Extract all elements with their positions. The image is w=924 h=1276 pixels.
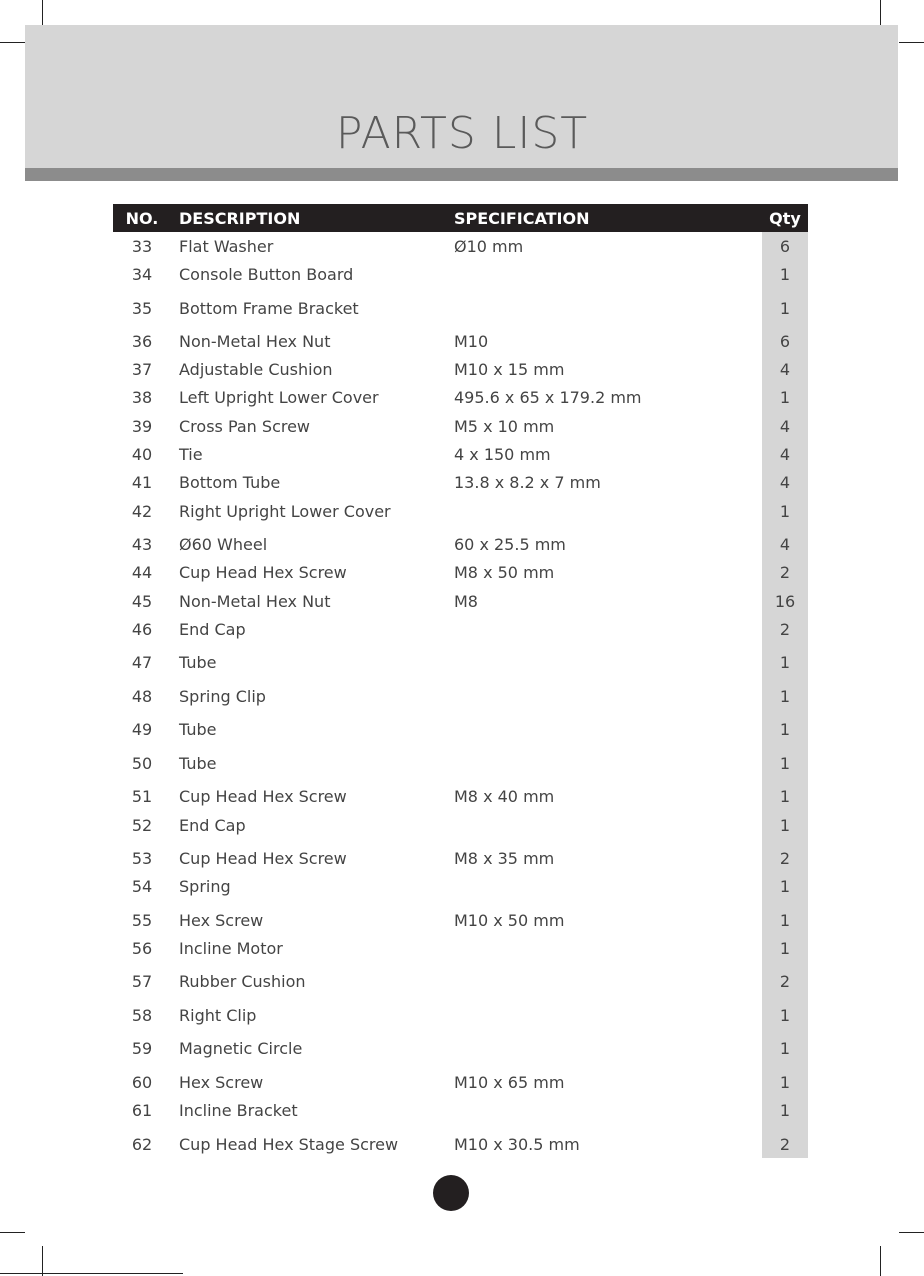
part-quantity: 1 xyxy=(779,265,791,284)
table-row xyxy=(113,1037,808,1061)
part-number: 36 xyxy=(131,332,153,351)
part-quantity: 6 xyxy=(779,332,791,351)
part-number: 59 xyxy=(131,1039,153,1058)
part-specification: M10 x 50 mm xyxy=(454,911,565,930)
part-description: Spring xyxy=(179,877,231,896)
part-description: Cross Pan Screw xyxy=(179,417,311,436)
part-quantity: 4 xyxy=(779,535,791,554)
part-number: 49 xyxy=(131,720,153,739)
table-row xyxy=(113,785,808,809)
part-number: 53 xyxy=(131,849,153,868)
table-row xyxy=(113,263,808,287)
part-specification: M10 x 65 mm xyxy=(454,1073,565,1092)
table-row xyxy=(113,875,808,899)
table-row xyxy=(113,235,808,259)
part-specification: M8 x 50 mm xyxy=(454,563,555,582)
crop-mark xyxy=(0,1232,25,1233)
column-header-no: NO. xyxy=(125,209,159,228)
part-quantity: 1 xyxy=(779,388,791,407)
part-number: 35 xyxy=(131,299,153,318)
part-description: Tube xyxy=(179,653,217,672)
part-quantity: 1 xyxy=(779,816,791,835)
part-quantity: 1 xyxy=(779,1039,791,1058)
part-description: Ø60 Wheel xyxy=(179,535,268,554)
part-number: 62 xyxy=(131,1135,153,1154)
part-description: Incline Bracket xyxy=(179,1101,298,1120)
part-quantity: 4 xyxy=(779,360,791,379)
part-quantity: 1 xyxy=(779,1073,791,1092)
part-specification: M8 x 40 mm xyxy=(454,787,555,806)
part-description: Adjustable Cushion xyxy=(179,360,333,379)
part-quantity: 1 xyxy=(779,720,791,739)
part-description: Cup Head Hex Stage Screw xyxy=(179,1135,399,1154)
part-specification: Ø10 mm xyxy=(454,237,524,256)
part-description: Cup Head Hex Screw xyxy=(179,787,347,806)
part-description: Bottom Tube xyxy=(179,473,281,492)
part-specification: 13.8 x 8.2 x 7 mm xyxy=(454,473,601,492)
table-row xyxy=(113,718,808,742)
part-quantity: 2 xyxy=(779,972,791,991)
part-quantity: 1 xyxy=(779,939,791,958)
part-description: Right Upright Lower Cover xyxy=(179,502,391,521)
table-row xyxy=(113,1133,808,1157)
part-number: 55 xyxy=(131,911,153,930)
table-row xyxy=(113,500,808,524)
part-specification: M8 xyxy=(454,592,478,611)
part-description: Hex Screw xyxy=(179,911,264,930)
part-number: 51 xyxy=(131,787,153,806)
table-row xyxy=(113,471,808,495)
part-description: Cup Head Hex Screw xyxy=(179,563,347,582)
part-number: 44 xyxy=(131,563,153,582)
part-number: 58 xyxy=(131,1006,153,1025)
part-description: Magnetic Circle xyxy=(179,1039,303,1058)
part-number: 52 xyxy=(131,816,153,835)
crop-mark xyxy=(880,0,881,25)
part-quantity: 4 xyxy=(779,445,791,464)
part-specification: M10 xyxy=(454,332,489,351)
part-specification: 495.6 x 65 x 179.2 mm xyxy=(454,388,642,407)
part-description: Non-Metal Hex Nut xyxy=(179,592,331,611)
part-number: 42 xyxy=(131,502,153,521)
crop-mark xyxy=(880,1246,881,1276)
part-quantity: 1 xyxy=(779,911,791,930)
table-row xyxy=(113,533,808,557)
part-specification: 60 x 25.5 mm xyxy=(454,535,566,554)
part-description: Tie xyxy=(179,445,203,464)
part-description: Right Clip xyxy=(179,1006,257,1025)
page-title: PARTS LIST xyxy=(335,108,589,159)
part-number: 50 xyxy=(131,754,153,773)
table-row xyxy=(113,561,808,585)
part-description: Hex Screw xyxy=(179,1073,264,1092)
part-number: 61 xyxy=(131,1101,153,1120)
part-number: 57 xyxy=(131,972,153,991)
part-number: 48 xyxy=(131,687,153,706)
part-number: 40 xyxy=(131,445,153,464)
part-specification: 4 x 150 mm xyxy=(454,445,551,464)
part-description: End Cap xyxy=(179,620,246,639)
crop-mark xyxy=(0,42,25,43)
crop-mark xyxy=(899,1232,924,1233)
part-quantity: 1 xyxy=(779,299,791,318)
part-quantity: 1 xyxy=(779,687,791,706)
part-description: Flat Washer xyxy=(179,237,274,256)
part-number: 56 xyxy=(131,939,153,958)
part-description: Rubber Cushion xyxy=(179,972,306,991)
table-row xyxy=(113,970,808,994)
part-number: 38 xyxy=(131,388,153,407)
table-row xyxy=(113,651,808,675)
column-header-specification: SPECIFICATION xyxy=(454,209,590,228)
table-row xyxy=(113,297,808,321)
part-number: 43 xyxy=(131,535,153,554)
table-row xyxy=(113,415,808,439)
part-quantity: 2 xyxy=(779,620,791,639)
part-quantity: 1 xyxy=(779,502,791,521)
table-row xyxy=(113,685,808,709)
part-quantity: 1 xyxy=(779,653,791,672)
part-quantity: 1 xyxy=(779,877,791,896)
column-header-qty: Qty xyxy=(769,209,801,228)
part-specification: M5 x 10 mm xyxy=(454,417,555,436)
crop-mark xyxy=(42,0,43,25)
table-row xyxy=(113,847,808,871)
part-number: 33 xyxy=(131,237,153,256)
part-description: Tube xyxy=(179,720,217,739)
part-specification: M8 x 35 mm xyxy=(454,849,555,868)
table-row xyxy=(113,590,808,614)
part-number: 45 xyxy=(131,592,153,611)
table-row xyxy=(113,358,808,382)
table-row xyxy=(113,386,808,410)
table-row xyxy=(113,1099,808,1123)
crop-mark xyxy=(0,1273,183,1274)
part-quantity: 1 xyxy=(779,754,791,773)
column-header-description: DESCRIPTION xyxy=(179,209,301,228)
table-row xyxy=(113,937,808,961)
table-row xyxy=(113,443,808,467)
part-number: 41 xyxy=(131,473,153,492)
table-row xyxy=(113,752,808,776)
header-rule xyxy=(25,168,898,181)
part-number: 46 xyxy=(131,620,153,639)
part-description: End Cap xyxy=(179,816,246,835)
part-description: Incline Motor xyxy=(179,939,283,958)
part-quantity: 1 xyxy=(779,1006,791,1025)
table-row xyxy=(113,1004,808,1028)
part-number: 37 xyxy=(131,360,153,379)
part-number: 39 xyxy=(131,417,153,436)
part-description: Cup Head Hex Screw xyxy=(179,849,347,868)
part-specification: M10 x 15 mm xyxy=(454,360,565,379)
part-quantity: 2 xyxy=(779,563,791,582)
part-quantity: 4 xyxy=(779,473,791,492)
part-quantity: 4 xyxy=(779,417,791,436)
table-row xyxy=(113,330,808,354)
part-number: 60 xyxy=(131,1073,153,1092)
part-quantity: 2 xyxy=(779,849,791,868)
part-quantity: 6 xyxy=(779,237,791,256)
part-number: 34 xyxy=(131,265,153,284)
part-description: Bottom Frame Bracket xyxy=(179,299,359,318)
part-quantity: 16 xyxy=(774,592,796,611)
part-quantity: 1 xyxy=(779,787,791,806)
table-row xyxy=(113,618,808,642)
part-description: Left Upright Lower Cover xyxy=(179,388,379,407)
part-description: Console Button Board xyxy=(179,265,354,284)
part-specification: M10 x 30.5 mm xyxy=(454,1135,580,1154)
table-row xyxy=(113,1071,808,1095)
part-number: 47 xyxy=(131,653,153,672)
table-row xyxy=(113,909,808,933)
part-quantity: 2 xyxy=(779,1135,791,1154)
page-number-dot xyxy=(433,1175,469,1211)
part-quantity: 1 xyxy=(779,1101,791,1120)
part-description: Spring Clip xyxy=(179,687,266,706)
table-header xyxy=(113,204,808,232)
part-number: 54 xyxy=(131,877,153,896)
part-description: Tube xyxy=(179,754,217,773)
crop-mark xyxy=(899,42,924,43)
part-description: Non-Metal Hex Nut xyxy=(179,332,331,351)
table-row xyxy=(113,814,808,838)
crop-mark xyxy=(42,1246,43,1276)
